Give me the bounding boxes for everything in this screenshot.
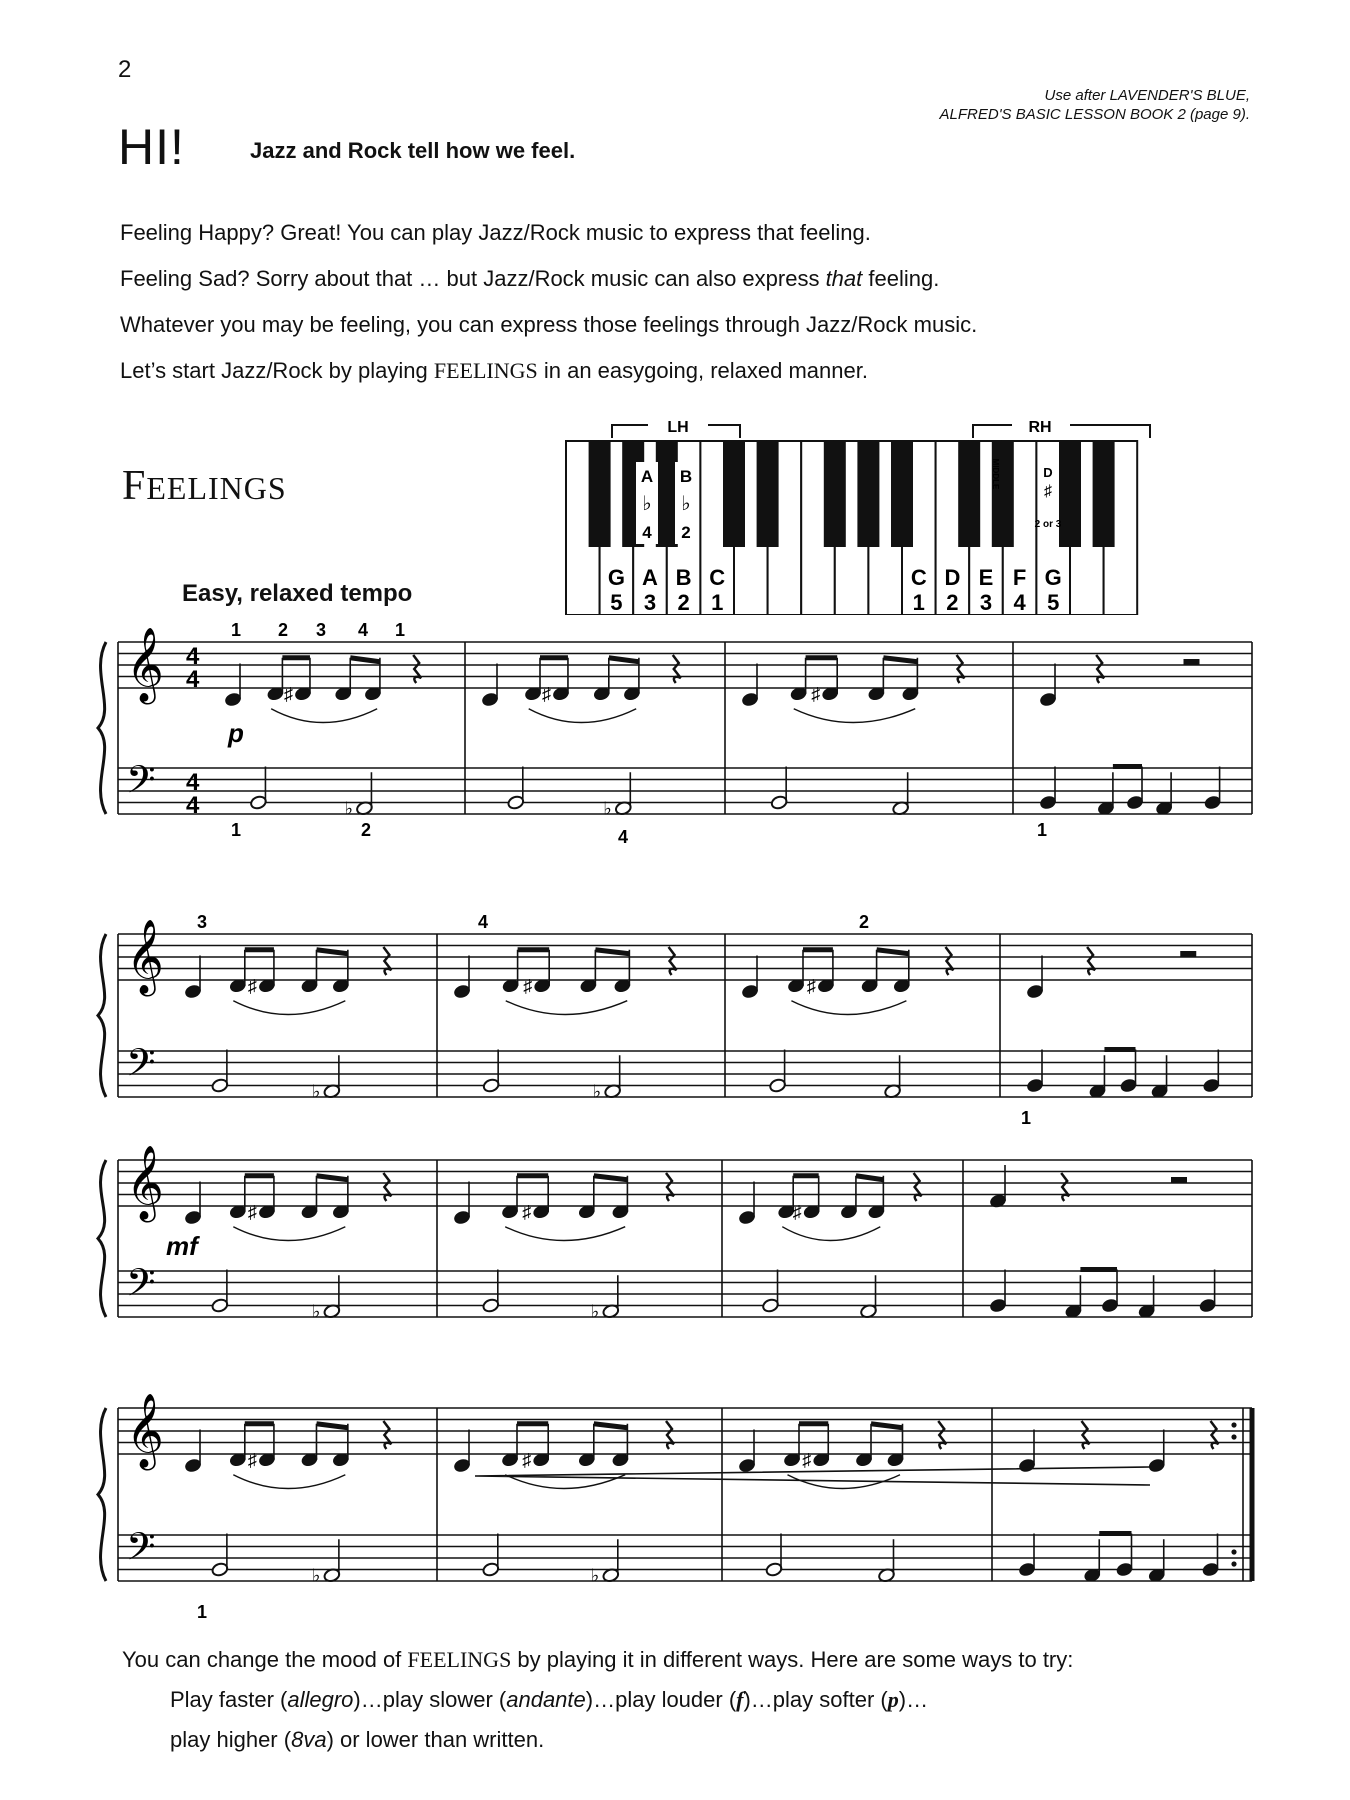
sharp-sign: ♯	[802, 1449, 812, 1470]
usage-note-line2: ALFRED'S BASIC LESSON BOOK 2 (page 9).	[939, 106, 1250, 123]
beam	[856, 1176, 883, 1180]
repeat-dot	[1231, 1434, 1236, 1439]
beam	[871, 1424, 903, 1428]
ds-sharp: ♯	[1044, 483, 1052, 500]
ds-finger: 2 or 3	[1034, 519, 1062, 530]
flat-sign: ♭	[311, 1565, 321, 1586]
quarter-rest	[938, 1421, 946, 1449]
quarter-rest	[669, 947, 677, 975]
ds-note: D	[1043, 465, 1053, 480]
lh-key-note: C	[709, 565, 726, 590]
fingering: 4	[617, 827, 629, 847]
sharp-sign: ♯	[522, 1201, 532, 1222]
quarter-rest	[383, 947, 391, 975]
footer-line-1: You can change the mood of FEELINGS by playing it in different ways. Here are some ways to try:	[122, 1647, 1074, 1672]
quarter-rest	[413, 655, 421, 683]
quarter-rest	[1082, 1421, 1090, 1449]
lh-key-note: G	[607, 565, 625, 590]
treble-clef: 𝄞	[126, 920, 164, 992]
quarter-rest	[957, 655, 965, 683]
lh-key-note: B	[675, 565, 692, 590]
sharp-sign: ♯	[247, 1201, 257, 1222]
lh-label: LH	[667, 419, 689, 436]
sharp-sign: ♯	[247, 975, 257, 996]
sharp-sign: ♯	[523, 975, 533, 996]
fingering: 2	[360, 820, 372, 840]
sharp-sign: ♯	[522, 1449, 532, 1470]
fingering: 4	[477, 912, 489, 932]
sharp-sign: ♯	[247, 1449, 257, 1470]
time-sig-unit: 4	[186, 666, 200, 693]
bb-finger: 2	[681, 523, 691, 542]
fingering: 2	[277, 620, 289, 640]
decrescendo-hairpin	[475, 1467, 1150, 1485]
bass-clef: 𝄢	[126, 1041, 156, 1093]
treble-clef: 𝄞	[126, 628, 164, 700]
quarter-rest	[383, 1173, 391, 1201]
repeat-dot	[1231, 1561, 1236, 1566]
quarter-rest	[666, 1173, 674, 1201]
treble-clef: 𝄞	[126, 1146, 164, 1218]
fingering: 1	[196, 1602, 208, 1622]
fingering: 1	[230, 820, 242, 840]
quarter-rest	[1087, 947, 1095, 975]
fingering: 1	[230, 620, 242, 640]
lh-key-finger: 1	[711, 590, 724, 615]
fingering: 4	[357, 620, 369, 640]
quarter-rest	[1211, 1421, 1219, 1449]
intro-line-4: Let’s start Jazz/Rock by playing FEELINGS in an easygoing, relaxed manner.	[120, 358, 868, 383]
flat-sign: ♭	[311, 1301, 321, 1322]
repeat-dot	[1231, 1549, 1236, 1554]
tempo-marking: Easy, relaxed tempo	[182, 580, 413, 607]
time-sig-beats: 4	[186, 643, 200, 670]
fingering: 1	[394, 620, 406, 640]
quarter-rest	[1061, 1173, 1069, 1201]
quarter-rest	[666, 1421, 674, 1449]
slur	[233, 1001, 345, 1015]
flat-sign: ♭	[592, 1081, 602, 1102]
flat-sign: ♭	[344, 798, 353, 819]
rh-key-note: C	[910, 565, 927, 590]
intro-line-3: Whatever you may be feeling, you can express those feelings through Jazz/Rock music.	[120, 312, 978, 337]
slur	[233, 1227, 345, 1241]
footer-text	[122, 1640, 1073, 1760]
intro-line-2: Feeling Sad? Sorry about that … but Jazz/Rock music can also express that feeling.	[120, 266, 940, 291]
bass-clef: 𝄢	[126, 1261, 156, 1313]
sharp-sign: ♯	[792, 1201, 802, 1222]
bass-clef: 𝄢	[126, 758, 156, 810]
sharp-sign: ♯	[283, 683, 293, 704]
ab-finger: 4	[642, 523, 652, 542]
slur	[782, 1227, 880, 1241]
grand-staff-brace	[98, 1160, 106, 1317]
usage-note-line1: Use after LAVENDER'S BLUE,	[1044, 87, 1250, 104]
fingering: 3	[315, 620, 327, 640]
half-rest	[1180, 951, 1196, 957]
page-heading: HI!	[118, 119, 185, 175]
rh-key-finger: 1	[912, 590, 925, 615]
slur	[791, 1001, 906, 1015]
beam	[594, 1424, 628, 1428]
rh-key-finger: 5	[1047, 590, 1060, 615]
dynamic-piano: p	[228, 718, 244, 748]
rh-key-finger: 3	[979, 590, 993, 615]
fingering: 1	[1020, 1108, 1032, 1128]
slur	[529, 709, 637, 723]
grand-staff-brace	[98, 1408, 106, 1581]
footer-line-3: play higher (8va) or lower than written.	[170, 1727, 545, 1752]
rh-key-note: F	[1012, 565, 1027, 590]
beam	[594, 1176, 628, 1180]
rh-key-finger: 2	[946, 590, 959, 615]
lh-key-finger: 3	[643, 590, 657, 615]
slur	[271, 709, 377, 723]
dynamic-mezzo-forte: mf	[166, 1231, 198, 1261]
sharp-sign: ♯	[811, 683, 821, 704]
slur	[505, 1227, 625, 1241]
repeat-dot	[1231, 1422, 1236, 1427]
lh-key-finger: 2	[677, 590, 690, 615]
fingering: 2	[858, 912, 870, 932]
bass-clef: 𝄢	[126, 1525, 156, 1577]
beam	[350, 658, 380, 662]
bb-flat: ♭	[681, 493, 691, 515]
slur	[506, 1001, 628, 1015]
flat-sign: ♭	[311, 1081, 321, 1102]
flat-sign: ♭	[603, 798, 612, 819]
intro-line-1: Feeling Happy? Great! You can play Jazz/Rock music to express that feeling.	[120, 220, 871, 245]
half-rest	[1184, 659, 1200, 665]
slur	[233, 1475, 345, 1489]
flat-sign: ♭	[590, 1301, 600, 1322]
beam	[877, 950, 909, 954]
flat-sign: ♭	[590, 1565, 600, 1586]
treble-clef: 𝄞	[126, 1394, 164, 1466]
quarter-rest	[914, 1173, 922, 1201]
beam	[883, 658, 917, 662]
beam	[609, 658, 639, 662]
grand-staff-brace	[98, 642, 106, 814]
rh-key-note: G	[1044, 565, 1062, 590]
fingering: 1	[1036, 820, 1048, 840]
beam	[316, 1176, 347, 1180]
quarter-rest	[1096, 655, 1104, 683]
half-rest	[1171, 1177, 1187, 1183]
time-sig-beats: 4	[186, 769, 200, 796]
quarter-rest	[673, 655, 681, 683]
sharp-sign: ♯	[541, 683, 551, 704]
lh-key-note: A	[642, 565, 658, 590]
rh-label: RH	[1028, 419, 1052, 436]
sharp-sign: ♯	[806, 975, 816, 996]
quarter-rest	[383, 1421, 391, 1449]
bb-note: B	[679, 467, 693, 486]
rh-key-note: E	[978, 565, 994, 590]
beam	[595, 950, 629, 954]
rh-key-note: D	[944, 565, 961, 590]
footer-line-2: Play faster (allegro)…play slower (andante)…play louder (f)…play softer (p)…	[170, 1687, 929, 1712]
slur	[794, 709, 916, 723]
rh-key-finger: 4	[1013, 590, 1026, 615]
page-number: 2	[118, 56, 132, 83]
quarter-rest	[946, 947, 954, 975]
time-sig-unit: 4	[186, 792, 200, 819]
piece-title: FEELINGS	[122, 463, 287, 509]
fingering: 3	[196, 912, 208, 932]
ab-note: A	[640, 467, 654, 486]
lh-key-finger: 5	[610, 590, 623, 615]
beam	[316, 1424, 347, 1428]
page-subheading: Jazz and Rock tell how we feel.	[250, 138, 576, 163]
grand-staff-brace	[98, 934, 106, 1097]
beam	[316, 950, 347, 954]
middle-c-label: MIDDLE	[991, 458, 1000, 490]
ab-flat: ♭	[642, 493, 652, 515]
